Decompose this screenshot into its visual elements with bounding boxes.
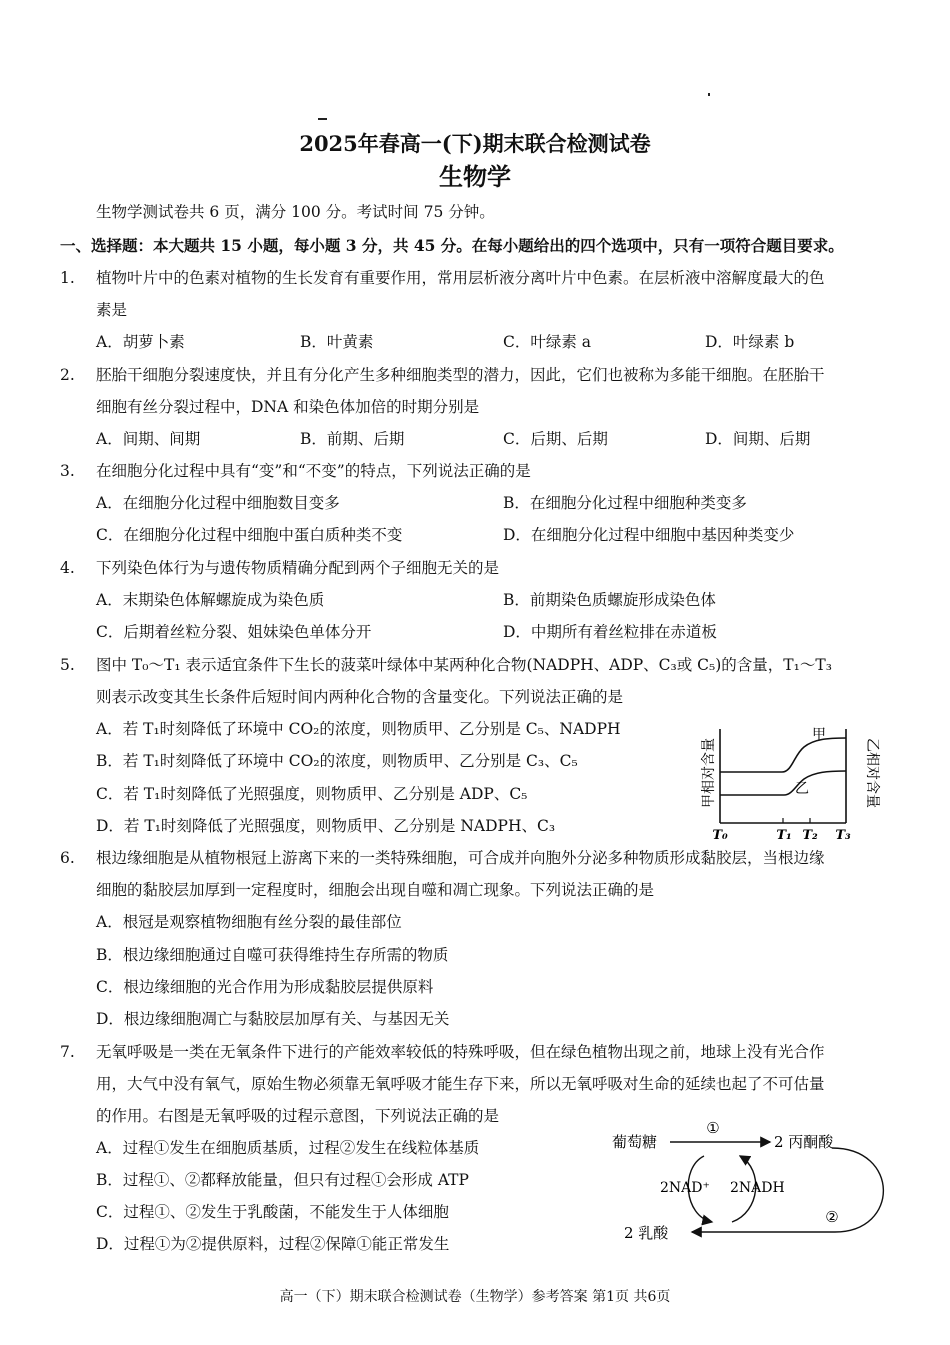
question-text: 图中 T₀～T₁ 表示适宜条件下生长的菠菜叶绿体中某两种化合物(NADPH、ADP、C₃或 C₅)的含量，T₁～T₃ — [96, 656, 832, 674]
question-number: 6. — [60, 849, 75, 867]
exam-title: 2025年春高一(下)期末联合检测试卷 — [299, 131, 651, 156]
option-c[interactable]: C．后期、后期 — [503, 430, 608, 448]
option-c[interactable]: C．后期着丝粒分裂、姐妹染色单体分开 — [96, 623, 372, 641]
question-text: 的作用。右图是无氧呼吸的过程示意图，下列说法正确的是 — [96, 1107, 500, 1125]
scan-speck — [708, 93, 710, 96]
question-number: 3. — [60, 462, 75, 480]
scan-speck — [318, 118, 327, 120]
question-text: 素是 — [96, 301, 128, 319]
option-c[interactable]: C．若 T₁时刻降低了光照强度，则物质甲、乙分别是 ADP、C₅ — [96, 785, 528, 803]
question-text: 下列染色体行为与遗传物质精确分配到两个子细胞无关的是 — [96, 559, 500, 577]
subject-title: 生物学 — [439, 162, 511, 191]
question-number: 5. — [60, 656, 75, 674]
option-b[interactable]: B．在细胞分化过程中细胞种类变多 — [503, 494, 747, 512]
option-b[interactable]: B．前期、后期 — [300, 430, 405, 448]
pyruvate-label: 2 丙酮酸 — [774, 1133, 834, 1151]
step2-label: ② — [825, 1208, 839, 1226]
question-text: 细胞的黏胶层加厚到一定程度时，细胞会出现自噬和凋亡现象。下列说法正确的是 — [96, 881, 655, 899]
question-text: 用，大气中没有氧气，原始生物必须靠无氧呼吸才能生存下来，所以无氧呼吸对生命的延续也起了不可估量 — [96, 1075, 825, 1093]
question-text: 胚胎干细胞分裂速度快，并且有分化产生多种细胞类型的潜力，因此，它们也被称为多能干细胞。在胚胎干 — [96, 366, 825, 384]
tick-t2: T₂ — [802, 828, 818, 843]
option-a[interactable]: A．胡萝卜素 — [96, 333, 185, 351]
question-text: 植物叶片中的色素对植物的生长发育有重要作用，常用层析液分离叶片中色素。在层析液中溶解度最大的色 — [96, 269, 825, 287]
option-b[interactable]: B．叶黄素 — [300, 333, 374, 351]
question-number: 7. — [60, 1043, 75, 1061]
anaerobic-respiration-diagram — [600, 1112, 890, 1252]
tick-t3: T₃ — [835, 828, 851, 843]
option-a[interactable]: A．末期染色体解螺旋成为染色质 — [96, 591, 325, 609]
tick-t1: T₁ — [776, 828, 792, 843]
option-b[interactable]: B．根边缘细胞通过自噬可获得维持生存所需的物质 — [96, 946, 449, 964]
step1-label: ① — [706, 1119, 720, 1137]
option-d[interactable]: D．过程①为②提供原料，过程②保障①能正常发生 — [96, 1235, 450, 1253]
option-a[interactable]: A．在细胞分化过程中细胞数目变多 — [96, 494, 340, 512]
option-d[interactable]: D．若 T₁时刻降低了光照强度，则物质甲、乙分别是 NADPH、C₃ — [96, 817, 556, 835]
option-c[interactable]: C．叶绿素 a — [503, 333, 592, 351]
page-footer: 高一（下）期末联合检测试卷（生物学）参考答案 第1页 共6页 — [279, 1289, 671, 1305]
option-d[interactable]: D．在细胞分化过程中细胞中基因种类变少 — [503, 526, 795, 544]
option-a[interactable]: A．间期、间期 — [96, 430, 201, 448]
option-a[interactable]: A．根冠是观察植物细胞有丝分裂的最佳部位 — [96, 913, 402, 931]
option-c[interactable]: C．根边缘细胞的光合作用为形成黏胶层提供原料 — [96, 978, 434, 996]
curve-yi-label: 乙 — [795, 781, 809, 797]
option-a[interactable]: A．若 T₁时刻降低了环境中 CO₂的浓度，则物质甲、乙分别是 C₅、NADPH — [96, 720, 621, 738]
exam-intro: 生物学测试卷共 6 页，满分 100 分。考试时间 75 分钟。 — [96, 203, 495, 221]
curve-jia-label: 甲 — [812, 727, 826, 743]
content-change-figure — [688, 715, 888, 845]
glucose-label: 葡萄糖 — [612, 1133, 658, 1151]
nadh-label: 2NADH — [730, 1180, 785, 1196]
question-text: 根边缘细胞是从植物根冠上游离下来的一类特殊细胞，可合成并向胞外分泌多种物质形成黏胶层，当根边缘 — [96, 849, 825, 867]
question-text: 无氧呼吸是一类在无氧条件下进行的产能效率较低的特殊呼吸，但在绿色植物出现之前，地球上没有光合作 — [96, 1043, 825, 1061]
option-b[interactable]: B．前期染色质螺旋形成染色体 — [503, 591, 716, 609]
question-text: 在细胞分化过程中具有“变”和“不变”的特点，下列说法正确的是 — [96, 462, 531, 480]
left-axis-label: 甲相对含量 — [701, 738, 717, 808]
question-number: 1. — [60, 269, 75, 287]
option-a[interactable]: A．过程①发生在细胞质基质，过程②发生在线粒体基质 — [96, 1139, 480, 1157]
curve-yi — [720, 771, 846, 795]
question-number: 2. — [60, 366, 75, 384]
option-b[interactable]: B．若 T₁时刻降低了环境中 CO₂的浓度，则物质甲、乙分别是 C₃、C₅ — [96, 752, 578, 770]
curve-jia — [720, 738, 846, 772]
option-c[interactable]: C．过程①、②发生于乳酸菌，不能发生于人体细胞 — [96, 1203, 449, 1221]
question-number: 4. — [60, 559, 75, 577]
option-c[interactable]: C．在细胞分化过程中细胞中蛋白质种类不变 — [96, 526, 403, 544]
nad-label: 2NAD⁺ — [660, 1180, 710, 1196]
question-text: 细胞有丝分裂过程中，DNA 和染色体加倍的时期分别是 — [96, 398, 480, 416]
tick-t0: T₀ — [712, 828, 728, 843]
option-d[interactable]: D．根边缘细胞凋亡与黏胶层加厚有关、与基因无关 — [96, 1010, 450, 1028]
option-d[interactable]: D．叶绿素 b — [705, 333, 795, 351]
option-b[interactable]: B．过程①、②都释放能量，但只有过程①会形成 ATP — [96, 1171, 469, 1189]
option-d[interactable]: D．中期所有着丝粒排在赤道板 — [503, 623, 717, 641]
question-text: 则表示改变其生长条件后短时间内两种化合物的含量变化。下列说法正确的是 — [96, 688, 624, 706]
right-axis-label: 乙相对含量 — [864, 738, 880, 808]
section-heading: 一、选择题：本大题共 15 小题，每小题 3 分，共 45 分。在每小题给出的四个选项中，只有一项符合题目要求。 — [60, 236, 844, 255]
lactate-label: 2 乳酸 — [624, 1224, 669, 1242]
option-d[interactable]: D．间期、后期 — [705, 430, 811, 448]
